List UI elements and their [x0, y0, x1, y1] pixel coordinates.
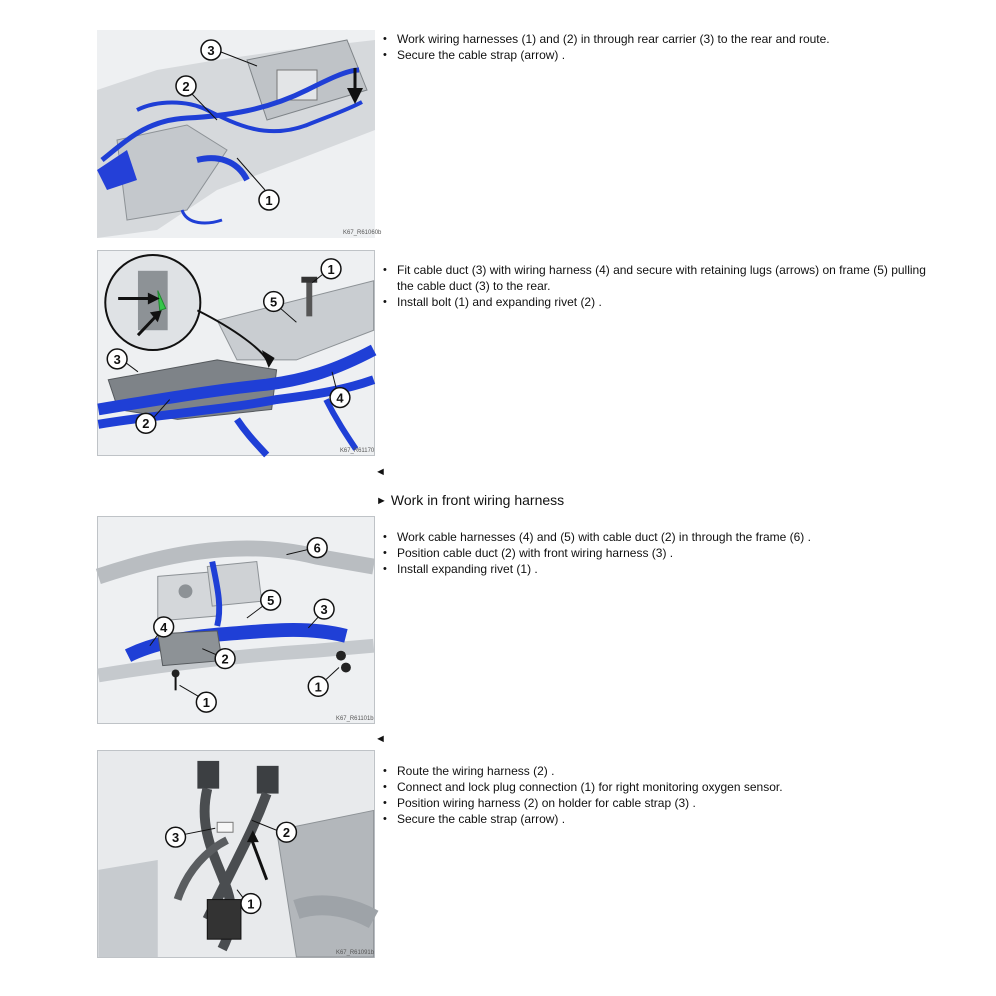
back-triangle-icon: ◄ — [375, 733, 386, 745]
svg-text:3: 3 — [320, 602, 328, 618]
svg-text:3: 3 — [207, 43, 215, 58]
step-list-4 — [381, 763, 941, 827]
rear-carrier-illustration — [97, 30, 382, 238]
svg-text:2: 2 — [221, 651, 229, 667]
cable-duct-illustration — [98, 251, 374, 455]
step-item: • Work wiring harnesses (1) and (2) in through rear carrier (3) to the rear and route. — [381, 31, 941, 47]
svg-text:4: 4 — [160, 619, 168, 635]
figure-ref: K67_R61060b — [343, 230, 382, 236]
svg-text:1: 1 — [265, 193, 273, 208]
step-item: • Position cable duct (2) with front wiring harness (3) . — [381, 545, 941, 561]
svg-text:4: 4 — [336, 390, 344, 406]
svg-text:3: 3 — [172, 830, 180, 846]
svg-text:1: 1 — [202, 695, 210, 711]
svg-text:3: 3 — [113, 351, 121, 367]
figure-ref: K67_R61101b — [336, 716, 374, 723]
svg-text:1: 1 — [247, 896, 255, 912]
step-list-2 — [381, 262, 941, 310]
step-list-1 — [381, 31, 941, 63]
back-triangle-icon: ◄ — [375, 466, 386, 478]
oxygen-sensor-illustration — [98, 751, 374, 957]
step-item: • Install expanding rivet (1) . — [381, 561, 941, 577]
svg-text:2: 2 — [282, 825, 291, 841]
front-harness-illustration — [98, 517, 374, 723]
step-item: • Position wiring harness (2) on holder for cable strap (3) . — [381, 795, 941, 811]
figure-front-harness — [97, 516, 375, 724]
step-item: • Fit cable duct (3) with wiring harness (4) and secure with retaining lugs (arrows) on frame (5) pulling the cable duct (3) to the rear. — [381, 262, 941, 294]
figure-oxygen-sensor — [97, 750, 375, 958]
figure-ref: K67_R61091b — [336, 950, 374, 957]
step-item: • Route the wiring harness (2) . — [381, 763, 941, 779]
svg-text:2: 2 — [142, 416, 150, 432]
step-item: • Install bolt (1) and expanding rivet (2) . — [381, 294, 941, 310]
svg-text:2: 2 — [182, 79, 190, 94]
figure-ref: K67_R61170 — [339, 448, 375, 455]
section-heading — [376, 491, 564, 510]
figure-cable-duct — [97, 250, 375, 456]
section-heading-text: Work in front wiring harness — [390, 492, 565, 508]
step-list-3 — [381, 529, 941, 577]
figure-rear-carrier — [97, 30, 382, 238]
step-item: • Secure the cable strap (arrow) . — [381, 811, 941, 827]
step-item: • Connect and lock plug connection (1) for right monitoring oxygen sensor. — [381, 779, 941, 795]
step-item: • Secure the cable strap (arrow) . — [381, 47, 941, 63]
svg-text:5: 5 — [270, 294, 278, 310]
svg-text:5: 5 — [267, 593, 275, 609]
step-item: • Work cable harnesses (4) and (5) with cable duct (2) in through the frame (6) . — [381, 529, 941, 545]
forward-triangle-icon: ► — [376, 495, 387, 507]
svg-text:1: 1 — [327, 261, 335, 277]
svg-text:1: 1 — [314, 679, 322, 695]
svg-text:6: 6 — [313, 540, 321, 556]
